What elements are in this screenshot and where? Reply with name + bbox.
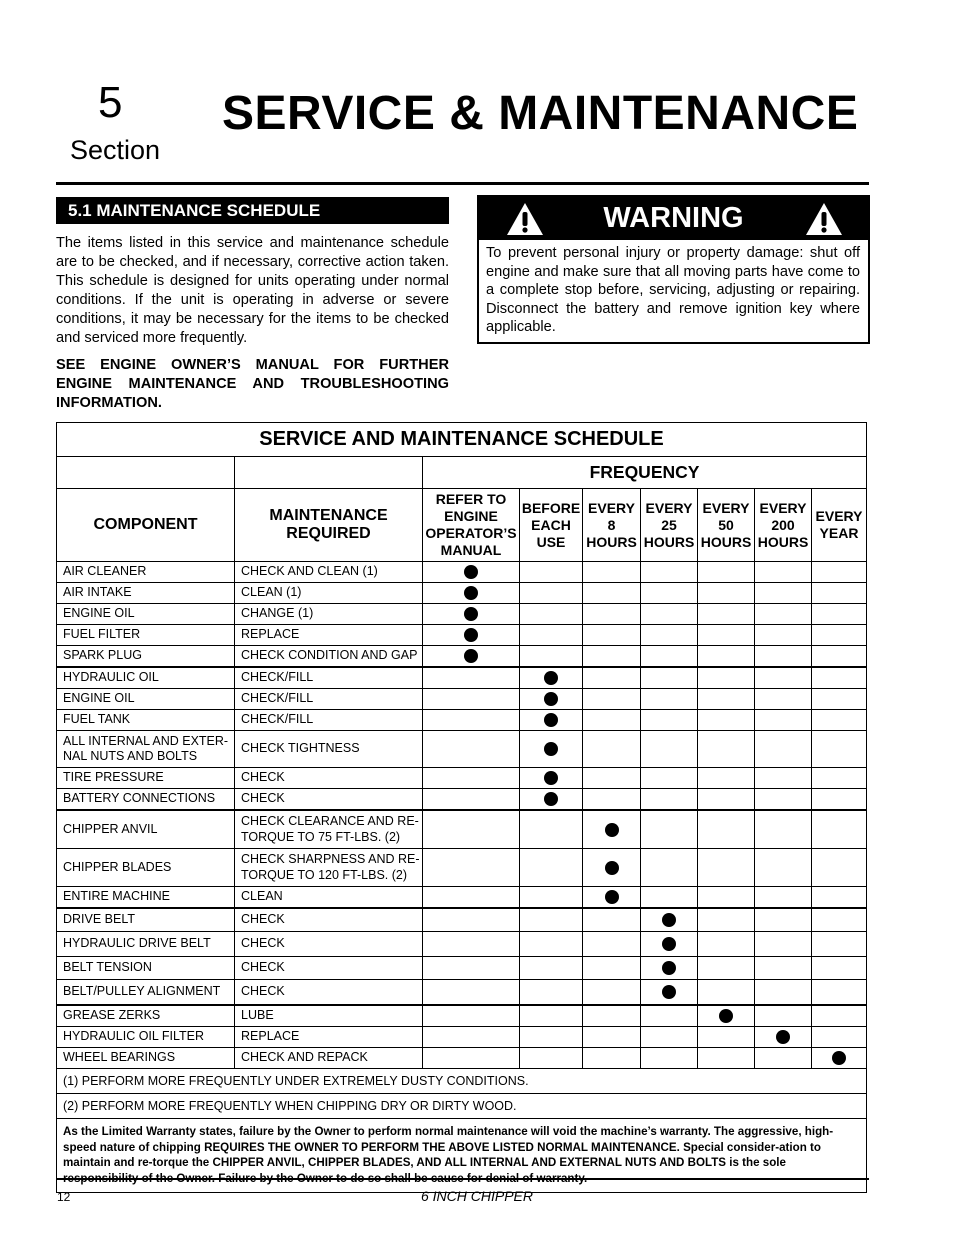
maintenance-cell: CHANGE (1) [235,604,423,625]
warranty-statement: As the Limited Warranty states, failure by the Owner to perform normal maintenance will void the machine’s warranty. The aggressive, high-speed nature of chipping REQUIRES THE OWNER TO PERFORM THE ABOVE LISTED NORMAL MAINTENANCE. Special consider-ation to maintain and re-torque the CHIPPER ANVIL, CHIPPER BLADES, AND ALL INTERNAL AND EXTERNAL NUTS AND BOLTS is the sole [57,1119,867,1193]
frequency-dot-icon [662,985,676,999]
maintenance-column-header: MAINTENANCE REQUIRED [235,489,423,562]
frequency-cell [698,625,755,646]
frequency-cell [520,1048,583,1069]
frequency-cell [641,1027,698,1048]
frequency-cell [755,583,812,604]
frequency-cell [583,604,641,625]
maintenance-cell: CHECK [235,980,423,1006]
frequency-cell [812,689,867,710]
component-cell: HYDRAULIC DRIVE BELT [57,932,235,957]
frequency-dot-icon [776,1030,790,1044]
frequency-cell [520,849,583,887]
frequency-cell [755,689,812,710]
frequency-cell [812,646,867,668]
frequency-cell [583,625,641,646]
frequency-header: FREQUENCY [423,457,867,489]
frequency-cell [755,562,812,583]
page-title: SERVICE & MAINTENANCE [222,87,859,140]
freq-column-header: EVERY 25 HOURS [641,489,698,562]
frequency-cell [698,932,755,957]
frequency-cell [423,689,520,710]
frequency-cell [423,625,520,646]
warning-label: WARNING [603,202,744,234]
frequency-cell [698,562,755,583]
component-cell: SPARK PLUG [57,646,235,668]
frequency-dot-icon [544,692,558,706]
frequency-cell [423,667,520,689]
frequency-cell [812,667,867,689]
frequency-cell [583,731,641,768]
frequency-cell [641,768,698,789]
frequency-dot-icon [605,861,619,875]
maintenance-cell: CHECK SHARPNESS AND RE-TORQUE TO 120 FT-LBS. (2) [235,849,423,887]
frequency-cell [583,957,641,980]
frequency-cell [520,710,583,731]
frequency-cell [520,887,583,909]
frequency-cell [520,604,583,625]
frequency-cell [423,646,520,668]
component-cell: CHIPPER ANVIL [57,810,235,849]
table-row [57,789,867,811]
frequency-cell [812,887,867,909]
frequency-dot-icon [662,961,676,975]
frequency-cell [755,604,812,625]
frequency-cell [641,957,698,980]
maintenance-cell: REPLACE [235,1027,423,1048]
frequency-cell [698,789,755,811]
frequency-cell [698,887,755,909]
frequency-cell [698,667,755,689]
frequency-cell [641,710,698,731]
frequency-cell [641,625,698,646]
frequency-cell [423,768,520,789]
blank-header-cell [235,457,423,489]
frequency-cell [423,562,520,583]
freq-column-header: EVERY 50 HOURS [698,489,755,562]
frequency-dot-icon [464,649,478,663]
frequency-cell [641,562,698,583]
frequency-cell [583,908,641,932]
frequency-cell [698,604,755,625]
frequency-cell [812,957,867,980]
frequency-cell [520,731,583,768]
frequency-cell [755,957,812,980]
frequency-cell [520,667,583,689]
component-cell: HYDRAULIC OIL [57,667,235,689]
frequency-cell [755,789,812,811]
table-row [57,562,867,583]
freq-column-header: EVERY 200 HOURS [755,489,812,562]
warning-triangle-icon [805,202,843,236]
frequency-cell [583,887,641,909]
table-row [57,731,867,768]
frequency-cell [812,625,867,646]
frequency-cell [641,667,698,689]
frequency-cell [755,646,812,668]
frequency-cell [755,932,812,957]
component-cell: ENTIRE MACHINE [57,887,235,909]
frequency-cell [423,583,520,604]
frequency-cell [423,604,520,625]
frequency-cell [641,604,698,625]
frequency-cell [423,710,520,731]
frequency-cell [755,731,812,768]
table-row [57,980,867,1006]
frequency-cell [755,768,812,789]
frequency-cell [520,957,583,980]
frequency-dot-icon [832,1051,846,1065]
freq-column-header: BEFORE EACH USE [520,489,583,562]
frequency-dot-icon [464,565,478,579]
frequency-cell [641,887,698,909]
frequency-cell [755,710,812,731]
warning-header [479,197,868,240]
schedule-title: SERVICE AND MAINTENANCE SCHEDULE [57,423,867,457]
freq-column-header: REFER TO ENGINE OPERATOR’S MANUAL [423,489,520,562]
frequency-cell [812,583,867,604]
table-row [57,1005,867,1027]
frequency-cell [520,583,583,604]
top-rule [56,182,869,185]
frequency-cell [641,789,698,811]
frequency-cell [698,908,755,932]
frequency-cell [641,980,698,1006]
frequency-cell [755,849,812,887]
component-cell: CHIPPER BLADES [57,849,235,887]
table-row [57,957,867,980]
warning-text: To prevent personal injury or property damage: shut off engine and make sure that all moving parts have come to a complete stop before, servicing, adjusting or repairing. Disconnect the battery and remove ignition key where applicable. [486,245,860,336]
maintenance-cell: CHECK/FILL [235,689,423,710]
frequency-dot-icon [464,586,478,600]
frequency-dot-icon [719,1009,733,1023]
frequency-cell [583,768,641,789]
frequency-cell [755,1005,812,1027]
frequency-cell [698,583,755,604]
frequency-cell [698,689,755,710]
maintenance-cell: CHECK/FILL [235,710,423,731]
frequency-cell [583,1048,641,1069]
section-word: Section [70,135,161,165]
frequency-cell [423,932,520,957]
frequency-cell [641,689,698,710]
component-cell: BELT TENSION [57,957,235,980]
frequency-dot-icon [544,713,558,727]
frequency-cell [520,980,583,1006]
component-cell: ENGINE OIL [57,689,235,710]
frequency-cell [755,980,812,1006]
schedule-footnote-1: (1) PERFORM MORE FREQUENTLY UNDER EXTREMELY DUSTY CONDITIONS. [57,1069,867,1094]
section-number: 5 [98,78,123,127]
frequency-dot-icon [662,913,676,927]
frequency-cell [583,646,641,668]
frequency-cell [812,980,867,1006]
document-title: 6 INCH CHIPPER [420,1188,534,1204]
component-column-header: COMPONENT [57,489,235,562]
table-row [57,689,867,710]
frequency-cell [641,932,698,957]
table-row [57,908,867,932]
frequency-cell [520,562,583,583]
frequency-cell [520,1027,583,1048]
frequency-cell [520,908,583,932]
table-row [57,849,867,887]
table-row [57,667,867,689]
component-cell: DRIVE BELT [57,908,235,932]
warning-box [477,195,870,344]
maintenance-cell: LUBE [235,1005,423,1027]
frequency-cell [698,1005,755,1027]
maintenance-cell: CLEAN [235,887,423,909]
frequency-dot-icon [544,742,558,756]
frequency-cell [423,810,520,849]
frequency-cell [755,887,812,909]
maintenance-cell: CHECK CONDITION AND GAP [235,646,423,668]
frequency-cell [423,980,520,1006]
frequency-cell [583,980,641,1006]
component-cell: GREASE ZERKS [57,1005,235,1027]
table-row [57,887,867,909]
frequency-cell [423,849,520,887]
frequency-cell [520,646,583,668]
frequency-cell [812,908,867,932]
table-row [57,710,867,731]
frequency-cell [755,625,812,646]
frequency-dot-icon [544,792,558,806]
frequency-cell [698,980,755,1006]
frequency-cell [812,849,867,887]
frequency-dot-icon [464,607,478,621]
maintenance-cell: CHECK [235,908,423,932]
component-cell: WHEEL BEARINGS [57,1048,235,1069]
blank-header-cell [57,457,235,489]
frequency-cell [423,789,520,811]
frequency-cell [698,1027,755,1048]
frequency-cell [641,810,698,849]
frequency-cell [641,1005,698,1027]
frequency-cell [698,710,755,731]
table-row [57,768,867,789]
maintenance-cell: CLEAN (1) [235,583,423,604]
frequency-cell [520,789,583,811]
subsection-heading: 5.1 MAINTENANCE SCHEDULE [56,197,449,224]
component-cell: AIR INTAKE [57,583,235,604]
frequency-cell [583,710,641,731]
frequency-cell [812,731,867,768]
frequency-cell [641,908,698,932]
frequency-cell [698,731,755,768]
component-cell: BELT/PULLEY ALIGNMENT [57,980,235,1006]
frequency-cell [755,667,812,689]
engine-manual-note: SEE ENGINE OWNER’S MANUAL FOR FURTHER ENGINE MAINTENANCE AND TROUBLESHOOTING INFORMATION. [56,357,449,411]
component-cell: BATTERY CONNECTIONS [57,789,235,811]
table-row [57,810,867,849]
frequency-cell [520,810,583,849]
component-cell: FUEL FILTER [57,625,235,646]
schedule-footnote-2: (2) PERFORM MORE FREQUENTLY WHEN CHIPPING DRY OR DIRTY WOOD. [57,1094,867,1119]
component-cell: FUEL TANK [57,710,235,731]
frequency-cell [698,810,755,849]
frequency-cell [423,887,520,909]
frequency-cell [583,1005,641,1027]
frequency-cell [812,604,867,625]
frequency-cell [641,646,698,668]
frequency-cell [520,625,583,646]
frequency-cell [520,768,583,789]
component-cell: ALL INTERNAL AND EXTER-NAL NUTS AND BOLTS [57,731,235,768]
table-row [57,932,867,957]
frequency-cell [583,689,641,710]
frequency-cell [583,932,641,957]
frequency-cell [641,583,698,604]
frequency-cell [812,768,867,789]
maintenance-cell: CHECK AND REPACK [235,1048,423,1069]
table-row [57,646,867,668]
frequency-cell [698,849,755,887]
frequency-cell [583,562,641,583]
frequency-cell [520,1005,583,1027]
frequency-cell [698,1048,755,1069]
frequency-cell [520,689,583,710]
frequency-cell [641,1048,698,1069]
table-row [57,604,867,625]
frequency-cell [423,731,520,768]
frequency-cell [812,932,867,957]
maintenance-cell: CHECK/FILL [235,667,423,689]
maintenance-cell: CHECK TIGHTNESS [235,731,423,768]
frequency-cell [755,1027,812,1048]
table-row [57,1048,867,1069]
table-row [57,1027,867,1048]
frequency-cell [423,1027,520,1048]
bottom-rule [56,1178,869,1180]
maintenance-cell: CHECK AND CLEAN (1) [235,562,423,583]
maintenance-cell: REPLACE [235,625,423,646]
frequency-cell [698,957,755,980]
frequency-cell [755,908,812,932]
frequency-dot-icon [464,628,478,642]
frequency-cell [812,810,867,849]
component-cell: ENGINE OIL [57,604,235,625]
frequency-dot-icon [544,771,558,785]
frequency-cell [755,1048,812,1069]
page-number: 12 [57,1190,71,1204]
table-row [57,625,867,646]
frequency-cell [583,667,641,689]
component-cell: TIRE PRESSURE [57,768,235,789]
maintenance-cell: CHECK [235,768,423,789]
frequency-cell [641,849,698,887]
frequency-dot-icon [662,937,676,951]
frequency-dot-icon [605,823,619,837]
frequency-cell [812,1048,867,1069]
frequency-cell [423,908,520,932]
freq-column-header: EVERY YEAR [812,489,867,562]
maintenance-cell: CHECK [235,789,423,811]
frequency-cell [698,768,755,789]
frequency-cell [583,849,641,887]
frequency-dot-icon [544,671,558,685]
maintenance-schedule-table [56,422,867,1193]
maintenance-cell: CHECK [235,957,423,980]
frequency-cell [520,932,583,957]
frequency-cell [423,1048,520,1069]
component-cell: HYDRAULIC OIL FILTER [57,1027,235,1048]
frequency-cell [812,789,867,811]
frequency-cell [812,562,867,583]
component-cell: AIR CLEANER [57,562,235,583]
frequency-cell [423,1005,520,1027]
intro-paragraph: The items listed in this service and maintenance schedule are to be checked, and if necessary, corrective action taken. This schedule is designed for units operating under normal conditions. If the unit is operating in adverse or severe conditions, it may be necessary for the items to be checked and serviced more frequently. [56,235,449,346]
frequency-cell [812,1027,867,1048]
frequency-cell [812,1005,867,1027]
table-row [57,583,867,604]
frequency-cell [583,810,641,849]
frequency-cell [583,1027,641,1048]
frequency-cell [583,583,641,604]
frequency-cell [698,646,755,668]
freq-column-header: EVERY 8 HOURS [583,489,641,562]
frequency-cell [423,957,520,980]
frequency-cell [641,731,698,768]
maintenance-cell: CHECK [235,932,423,957]
frequency-cell [755,810,812,849]
frequency-cell [812,710,867,731]
maintenance-cell: CHECK CLEARANCE AND RE-TORQUE TO 75 FT-LBS. (2) [235,810,423,849]
frequency-cell [583,789,641,811]
frequency-dot-icon [605,890,619,904]
